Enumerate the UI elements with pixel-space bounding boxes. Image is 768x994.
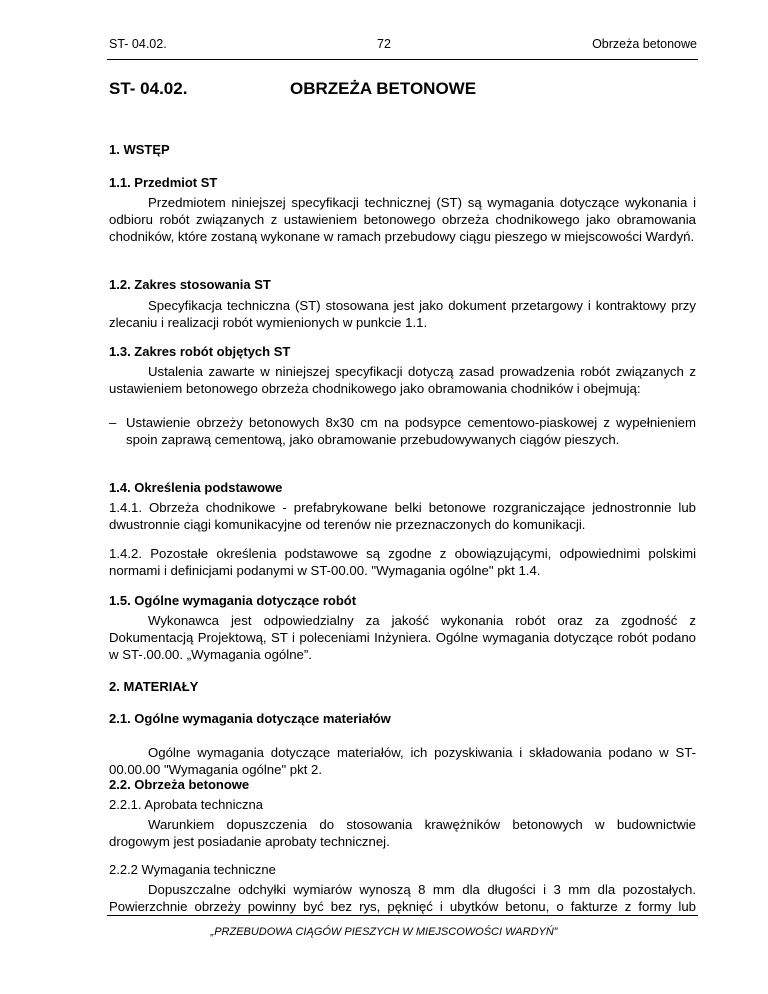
header-section-title: Obrzeża betonowe — [592, 37, 697, 51]
list-item-text: Ustawienie obrzeży betonowych 8x30 cm na podsypce cementowo-piaskowej z wypełnieniem spoin zaprawą cementową, jako obramowanie przebudowywanych ciągów pieszych. — [126, 415, 696, 447]
footer-project-title: „PRZEBUDOWA CIĄGÓW PIESZYCH W MIEJSCOWOŚCI WARDYŃ” — [210, 926, 558, 938]
heading-1: 1. WSTĘP — [109, 142, 170, 157]
heading-1-2: 1.2. Zakres stosowania ST — [109, 277, 271, 292]
paragraph-1-1: Przedmiotem niniejszej specyfikacji technicznej (ST) są wymagania dotyczące wykonania i odbioru robót związanych z ustawieniem betonowego obrzeża chodnikowego jako obramowania chodników, które zostaną wykonane w ramach przebudowy ciągu pieszego w miejscowości Wardyń. — [109, 195, 696, 244]
paragraph-1-3: Ustalenia zawarte w niniejszej specyfikacji dotyczą zasad prowadzenia robót związanych z ustawieniem betonowego obrzeża chodnikowego jako obramowania chodników i obejmują: — [109, 364, 696, 396]
list-dash: – — [109, 415, 117, 430]
footer-divider — [107, 915, 698, 916]
header-page-number: 72 — [377, 37, 391, 51]
heading-1-3: 1.3. Zakres robót objętych ST — [109, 344, 291, 359]
heading-2-2-1: 2.2.1. Aprobata techniczna — [109, 797, 263, 812]
list-item — [109, 414, 696, 448]
document-title — [109, 79, 696, 101]
heading-1-5: 1.5. Ogólne wymagania dotyczące robót — [109, 593, 357, 608]
heading-2-2-2: 2.2.2 Wymagania techniczne — [109, 862, 276, 877]
heading-2: 2. MATERIAŁY — [109, 679, 199, 694]
header-divider — [107, 59, 698, 60]
heading-2-1: 2.1. Ogólne wymagania dotyczące materiałów — [109, 711, 391, 726]
paragraph-1-4-2: 1.4.2. Pozostałe określenia podstawowe są zgodne z obowiązującymi, odpowiednimi polskimi normami i definicjami podanymi w ST-00.00. "Wymagania ogólne" pkt 1.4. — [109, 546, 696, 578]
paragraph-1-2: Specyfikacja techniczna (ST) stosowana jest jako dokument przetargowy i kontraktowy przy zlecaniu i realizacji robót wymienionych w punkcie 1.1. — [109, 298, 696, 330]
heading-1-4: 1.4. Określenia podstawowe — [109, 480, 283, 495]
title-code: ST- 04.02. — [109, 79, 188, 98]
paragraph-2-2-1: Warunkiem dopuszczenia do stosowania krawężników betonowych w budownictwie drogowym jest posiadanie aprobaty technicznej. — [109, 817, 696, 849]
paragraph-2-1: Ogólne wymagania dotyczące materiałów, ich pozyskiwania i składowania podano w ST-00.00.00 "Wymagania ogólne" pkt 2. — [109, 745, 696, 777]
heading-1-1: 1.1. Przedmiot ST — [109, 175, 218, 190]
paragraph-1-5: Wykonawca jest odpowiedzialny za jakość wykonania robót oraz za zgodność z Dokumentacją Projektową, ST i poleceniami Inżyniera. Ogólne wymagania dotyczące robót podano w ST-.00.00. „Wymagania ogólne”. — [109, 613, 696, 662]
paragraph-2-2-2: Dopuszczalne odchyłki wymiarów wynoszą 8 mm dla długości i 3 mm dla pozostałych. Powierzchnie obrzeży powinny być bez rys, pęknięć i ubytków betonu, o fakturze z formy lub — [109, 882, 696, 914]
title-name: OBRZEŻA BETONOWE — [290, 79, 477, 98]
heading-2-2: 2.2. Obrzeża betonowe — [109, 777, 250, 792]
paragraph-1-4-1: 1.4.1. Obrzeża chodnikowe - prefabrykowane belki betonowe rozgraniczające jednostronnie lub dwustronnie ciągi komunikacyjne od terenów nie przeznaczonych do komunikacji. — [109, 500, 696, 532]
header-document-code: ST- 04.02. — [109, 37, 167, 51]
